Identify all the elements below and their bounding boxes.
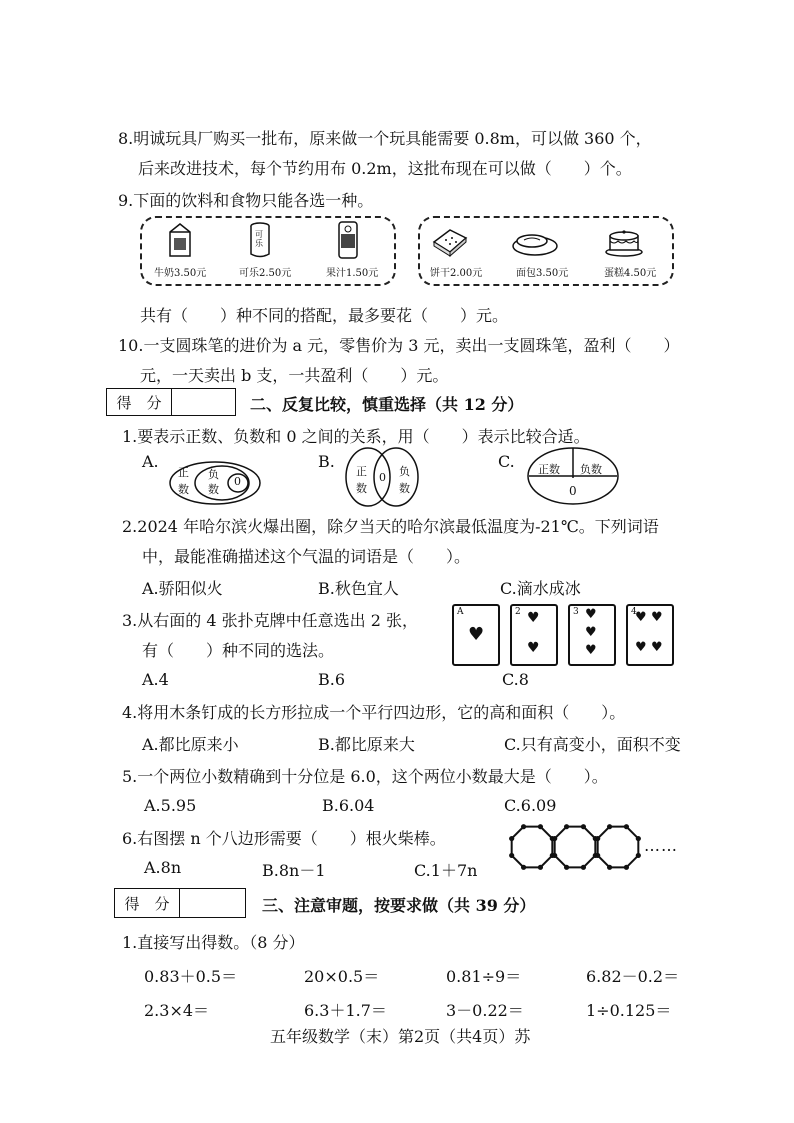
- octagon-2: [555, 827, 596, 868]
- s2q4-option-c: C.只有高变小，面积不变: [504, 735, 681, 754]
- s2q2-option-b: B.秋色宜人: [318, 579, 399, 598]
- q9-stem: 9.下面的饮料和食物只能各选一种。: [118, 191, 374, 210]
- food-label-cake: 蛋糕4.50元: [604, 268, 657, 279]
- diagram-b-zero: 0: [379, 471, 386, 484]
- page-footer: 五年级数学（末）第2页（共4页）苏: [270, 1027, 531, 1046]
- s2q2-option-a: A.骄阳似火: [142, 579, 223, 598]
- q8-line1: 8.明诚玩具厂购买一批布，原来做一个玩具能需要 0.8m，可以做 360 个，: [118, 129, 652, 148]
- s2q4-stem: 4.将用木条钉成的长方形拉成一个平行四边形，它的高和面积（ ）。: [122, 703, 626, 722]
- calc-r2-c3: 3－0.22＝: [446, 1001, 524, 1020]
- section2-score-blank[interactable]: [172, 389, 235, 415]
- match-head-dot: [581, 865, 586, 870]
- card-3-corner: 3: [573, 607, 579, 617]
- calc-r2-c2: 6.3＋1.7＝: [304, 1001, 387, 1020]
- s2q3-option-b: B.6: [318, 670, 346, 689]
- section2-score-label: 得 分: [107, 389, 172, 415]
- diagram-a-zheng: 正: [178, 466, 189, 479]
- s2q1-option-a: A.: [142, 452, 159, 471]
- match-head-dot: [521, 824, 526, 829]
- match-head-dot: [595, 836, 600, 841]
- s2q6-option-b: B.8n－1: [262, 861, 326, 880]
- drink-label-juice: 果汁1.50元: [326, 268, 379, 279]
- diagram-b-shu1: 数: [356, 482, 367, 495]
- match-head-dot: [538, 865, 543, 870]
- s2q5-stem: 5.一个两位小数精确到十分位是 6.0，这个两位小数最大是（ ）。: [122, 767, 608, 786]
- match-head-dot: [624, 824, 629, 829]
- section2-title: 二、反复比较，慎重选择（共 12 分）: [250, 395, 524, 414]
- heart-icon: ♥: [635, 640, 647, 655]
- drink-label-cola: 可乐2.50元: [239, 268, 292, 279]
- s2q2-line2: 中，最能准确描述这个气温的词语是（ ）。: [142, 547, 471, 566]
- match-head-dot: [564, 865, 569, 870]
- heart-icon: ♥: [635, 610, 647, 625]
- q8-line2: 后来改进技术，每个节约用布 0.2m，这批布现在可以做（ ）个。: [138, 159, 632, 178]
- match-head-dot: [607, 824, 612, 829]
- octagon-1: [512, 827, 553, 868]
- drink-label-milk: 牛奶3.50元: [154, 268, 207, 279]
- calc-r1-c4: 6.82－0.2＝: [586, 967, 680, 986]
- calc-r2-c4: 1÷0.125＝: [586, 1001, 672, 1020]
- q10-line1: 10.一支圆珠笔的进价为 a 元，零售价为 3 元，卖出一支圆珠笔，盈利（ ）: [118, 336, 680, 355]
- octagon-matchstick-figure: [506, 820, 644, 874]
- cake-icon: [604, 226, 644, 258]
- continuation-dots: ……: [644, 836, 678, 855]
- match-head-dot: [595, 853, 600, 858]
- biscuit-icon: [430, 224, 470, 258]
- card-a-corner: A: [457, 607, 464, 617]
- diagram-a-fu: 负: [208, 468, 219, 481]
- diagram-c-zero: 0: [569, 484, 577, 498]
- s2q1-stem: 1.要表示正数、负数和 0 之间的关系，用（ ）表示比较合适。: [122, 427, 590, 446]
- playing-card-3: [568, 604, 616, 666]
- heart-icon: ♥: [468, 624, 485, 645]
- match-head-dot: [636, 836, 641, 841]
- diagram-a-zero: 0: [234, 475, 241, 488]
- calc-r1-c3: 0.81÷9＝: [446, 967, 522, 986]
- heart-icon: ♥: [651, 610, 663, 625]
- heart-icon: ♥: [585, 607, 597, 622]
- can-text: 可乐: [255, 230, 263, 248]
- card-2-corner: 2: [515, 607, 521, 617]
- match-head-dot: [552, 853, 557, 858]
- calc-r2-c1: 2.3×4＝: [144, 1001, 210, 1020]
- section2-score-box: [106, 388, 236, 416]
- s2q5-option-b: B.6.04: [322, 796, 375, 815]
- s2q6-option-c: C.1＋7n: [414, 861, 478, 880]
- q10-line2: 元，一天卖出 b 支，一共盈利（ ）元。: [140, 366, 449, 385]
- section3-title: 三、注意审题，按要求做（共 39 分）: [262, 896, 536, 915]
- q9-answer-line: 共有（ ）种不同的搭配，最多要花（ ）元。: [140, 306, 509, 325]
- s2q4-option-b: B.都比原来大: [318, 735, 415, 754]
- s2q1-option-c: C.: [498, 452, 515, 471]
- s2q2-line1: 2.2024 年哈尔滨火爆出圈，除夕当天的哈尔滨最低温度为-21℃。下列词语: [122, 517, 659, 536]
- playing-card-2: [510, 604, 558, 666]
- s2q3-line1: 3.从右面的 4 张扑克牌中任意选出 2 张，: [122, 611, 418, 630]
- diagram-b-shu2: 数: [399, 482, 410, 495]
- diagram-c-right: 负数: [580, 463, 602, 476]
- food-label-bread: 面包3.50元: [516, 268, 569, 279]
- s2q3-option-c: C.8: [502, 670, 529, 689]
- match-head-dot: [521, 865, 526, 870]
- s2q4-option-a: A.都比原来小: [142, 735, 239, 754]
- calc-r1-c1: 0.83＋0.5＝: [144, 967, 238, 986]
- heart-icon: ♥: [527, 640, 540, 656]
- diagram-a-shu1: 数: [178, 483, 189, 496]
- calc-r1-c2: 20×0.5＝: [304, 967, 380, 986]
- octagon-3: [598, 827, 639, 868]
- diagram-b-zheng: 正: [356, 465, 367, 478]
- heart-icon: ♥: [527, 610, 540, 626]
- food-label-biscuit: 饼干2.00元: [430, 268, 483, 279]
- diagram-b-fu: 负: [399, 465, 410, 478]
- s2q5-option-c: C.6.09: [504, 796, 557, 815]
- s2q3-option-a: A.4: [142, 670, 169, 689]
- s2q6-stem: 6.右图摆 n 个八边形需要（ ）根火柴棒。: [122, 829, 446, 848]
- s2q5-option-a: A.5.95: [144, 796, 197, 815]
- milk-carton-icon: [166, 222, 194, 258]
- playing-card-a: [452, 604, 500, 666]
- diagram-c-left: 正数: [538, 463, 560, 476]
- match-head-dot: [509, 836, 514, 841]
- match-head-dot: [636, 853, 641, 858]
- s2q6-option-a: A.8n: [144, 858, 182, 877]
- playing-card-4: [626, 604, 674, 666]
- juice-bottle-icon: [336, 220, 360, 260]
- heart-icon: ♥: [585, 625, 597, 640]
- s2q3-line2: 有（ ）种不同的选法。: [142, 641, 335, 660]
- heart-icon: ♥: [651, 640, 663, 655]
- match-head-dot: [538, 824, 543, 829]
- heart-icon: ♥: [585, 643, 597, 658]
- diagram-a-shu2: 数: [208, 483, 219, 496]
- match-head-dot: [552, 836, 557, 841]
- match-head-dot: [509, 853, 514, 858]
- section3-score-blank[interactable]: [180, 889, 245, 917]
- s2q1-option-b: B.: [318, 452, 335, 471]
- section3-score-label: 得 分: [115, 889, 180, 917]
- s3q1-stem: 1.直接写出得数。（8 分）: [122, 933, 305, 952]
- match-head-dot: [581, 824, 586, 829]
- match-head-dot: [607, 865, 612, 870]
- s2q2-option-c: C.滴水成冰: [500, 579, 581, 598]
- card-4-corner: 4: [631, 607, 637, 617]
- match-head-dot: [564, 824, 569, 829]
- section3-score-box: [114, 888, 246, 918]
- bread-icon: [510, 226, 560, 258]
- match-head-dot: [624, 865, 629, 870]
